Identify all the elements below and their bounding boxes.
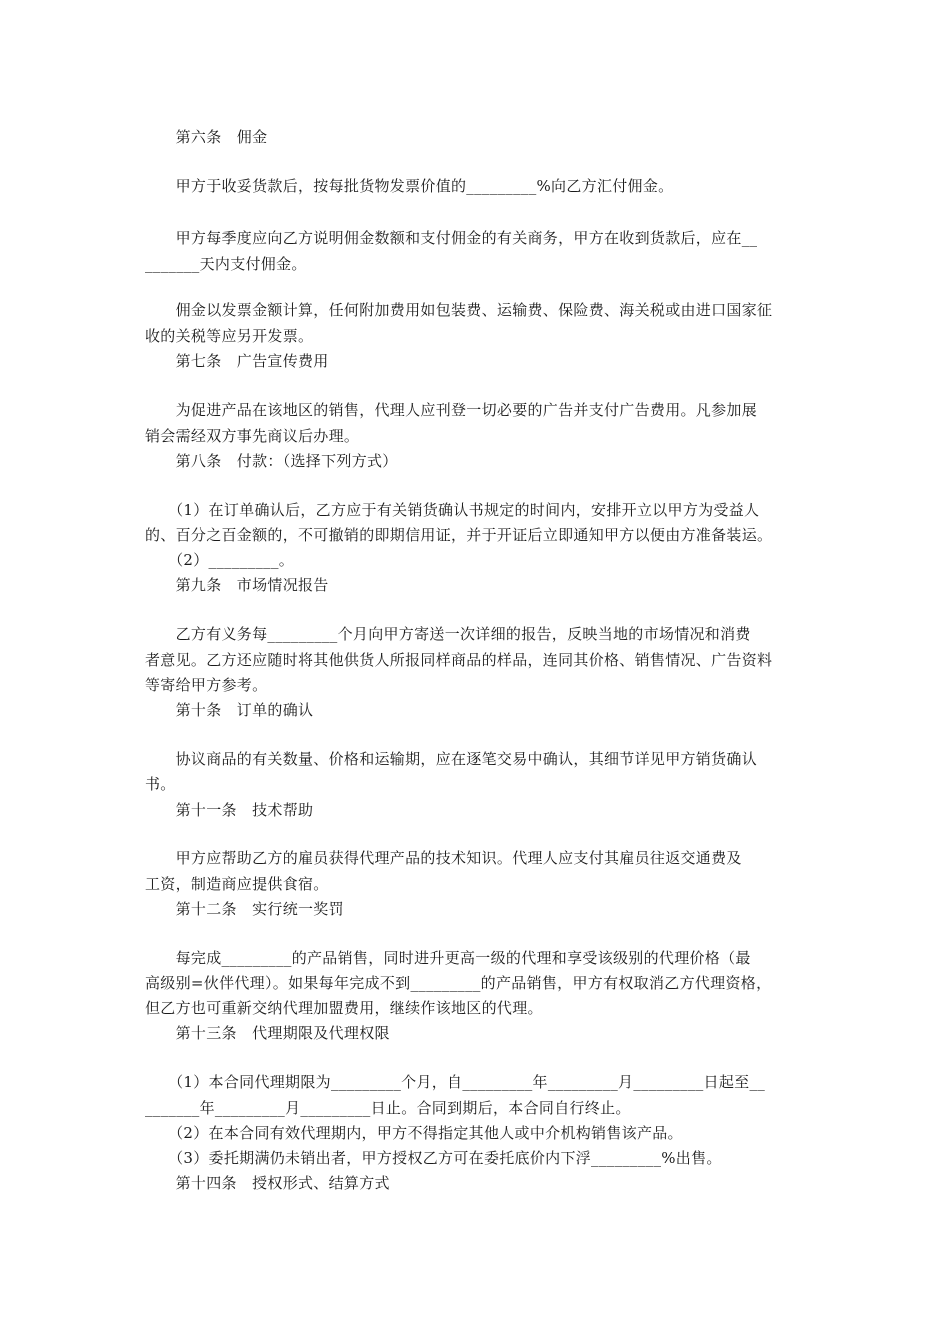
article-13-item-2: （2）在本合同有效代理期内，甲方不得指定其他人或中介机构销售该产品。 — [145, 1124, 683, 1142]
article-9-paragraph-l1: 乙方有义务每_________个月向甲方寄送一次详细的报告，反映当地的市场情况和消费 — [145, 625, 751, 643]
article-7-heading: 第七条 广告宣传费用 — [145, 352, 329, 370]
article-6-paragraph-1: 甲方于收妥货款后，按每批货物发票价值的_________%向乙方汇付佣金。 — [145, 177, 674, 195]
article-6-paragraph-3-l1: 佣金以发票金额计算，任何附加费用如包装费、运输费、保险费、海关税或由进口国家征 — [145, 301, 773, 319]
article-9-heading: 第九条 市场情况报告 — [145, 576, 329, 594]
article-6-paragraph-2-l2: _______天内支付佣金。 — [145, 255, 307, 273]
article-13-item-3: （3）委托期满仍未销出者，甲方授权乙方可在委托底价内下浮_________%出售。 — [145, 1149, 722, 1167]
article-6-heading: 第六条 佣金 — [145, 128, 268, 146]
article-7-paragraph-l2: 销会需经双方事先商议后办理。 — [145, 427, 360, 445]
article-11-paragraph-l1: 甲方应帮助乙方的雇员获得代理产品的技术知识。代理人应支付其雇员往返交通费及 — [145, 849, 742, 867]
article-11-heading: 第十一条 技术帮助 — [145, 801, 314, 819]
article-13-item-1-l2: _______年_________月_________日止。合同到期后，本合同自行终止。 — [145, 1099, 631, 1117]
article-12-heading: 第十二条 实行统一奖罚 — [145, 900, 344, 918]
article-11-paragraph-l2: 工资，制造商应提供食宿。 — [145, 875, 329, 893]
article-10-paragraph-l2: 书。 — [145, 775, 176, 793]
article-13-item-1-l1: （1）本合同代理期限为_________个月，自_________年_________月_________日起至__ — [145, 1073, 766, 1091]
article-13-heading: 第十三条 代理期限及代理权限 — [145, 1024, 390, 1042]
article-9-paragraph-l3: 等寄给甲方参考。 — [145, 676, 268, 694]
article-10-heading: 第十条 订单的确认 — [145, 701, 314, 719]
article-7-paragraph-l1: 为促进产品在该地区的销售，代理人应刊登一切必要的广告并支付广告费用。凡参加展 — [145, 401, 758, 419]
article-8-item-2: （2）_________。 — [145, 551, 295, 569]
article-12-paragraph-l1: 每完成_________的产品销售，同时进升更高一级的代理和享受该级别的代理价格（最 — [145, 949, 751, 967]
article-8-item-1-l2: 的、百分之百金额的，不可撤销的即期信用证，并于开证后立即通知甲方以便由方准备装运。 — [145, 526, 773, 544]
article-8-heading: 第八条 付款：（选择下列方式） — [145, 452, 398, 470]
article-14-heading: 第十四条 授权形式、结算方式 — [145, 1174, 390, 1192]
article-8-item-1-l1: （1）在订单确认后，乙方应于有关销货确认书规定的时间内，安排开立以甲方为受益人 — [145, 501, 760, 519]
article-6-paragraph-3-l2: 收的关税等应另开发票。 — [145, 327, 314, 345]
article-6-paragraph-2-l1: 甲方每季度应向乙方说明佣金数额和支付佣金的有关商务，甲方在收到货款后，应在__ — [145, 229, 758, 247]
article-10-paragraph-l1: 协议商品的有关数量、价格和运输期，应在逐笔交易中确认，其细节详见甲方销货确认 — [145, 750, 758, 768]
article-9-paragraph-l2: 者意见。乙方还应随时将其他供货人所报同样商品的样品，连同其价格、销售情况、广告资料 — [145, 651, 773, 669]
article-12-paragraph-l3: 但乙方也可重新交纳代理加盟费用，继续作该地区的代理。 — [145, 999, 543, 1017]
article-12-paragraph-l2: 高级别=伙伴代理）。如果每年完成不到_________的产品销售，甲方有权取消乙方代理资格， — [145, 974, 772, 992]
